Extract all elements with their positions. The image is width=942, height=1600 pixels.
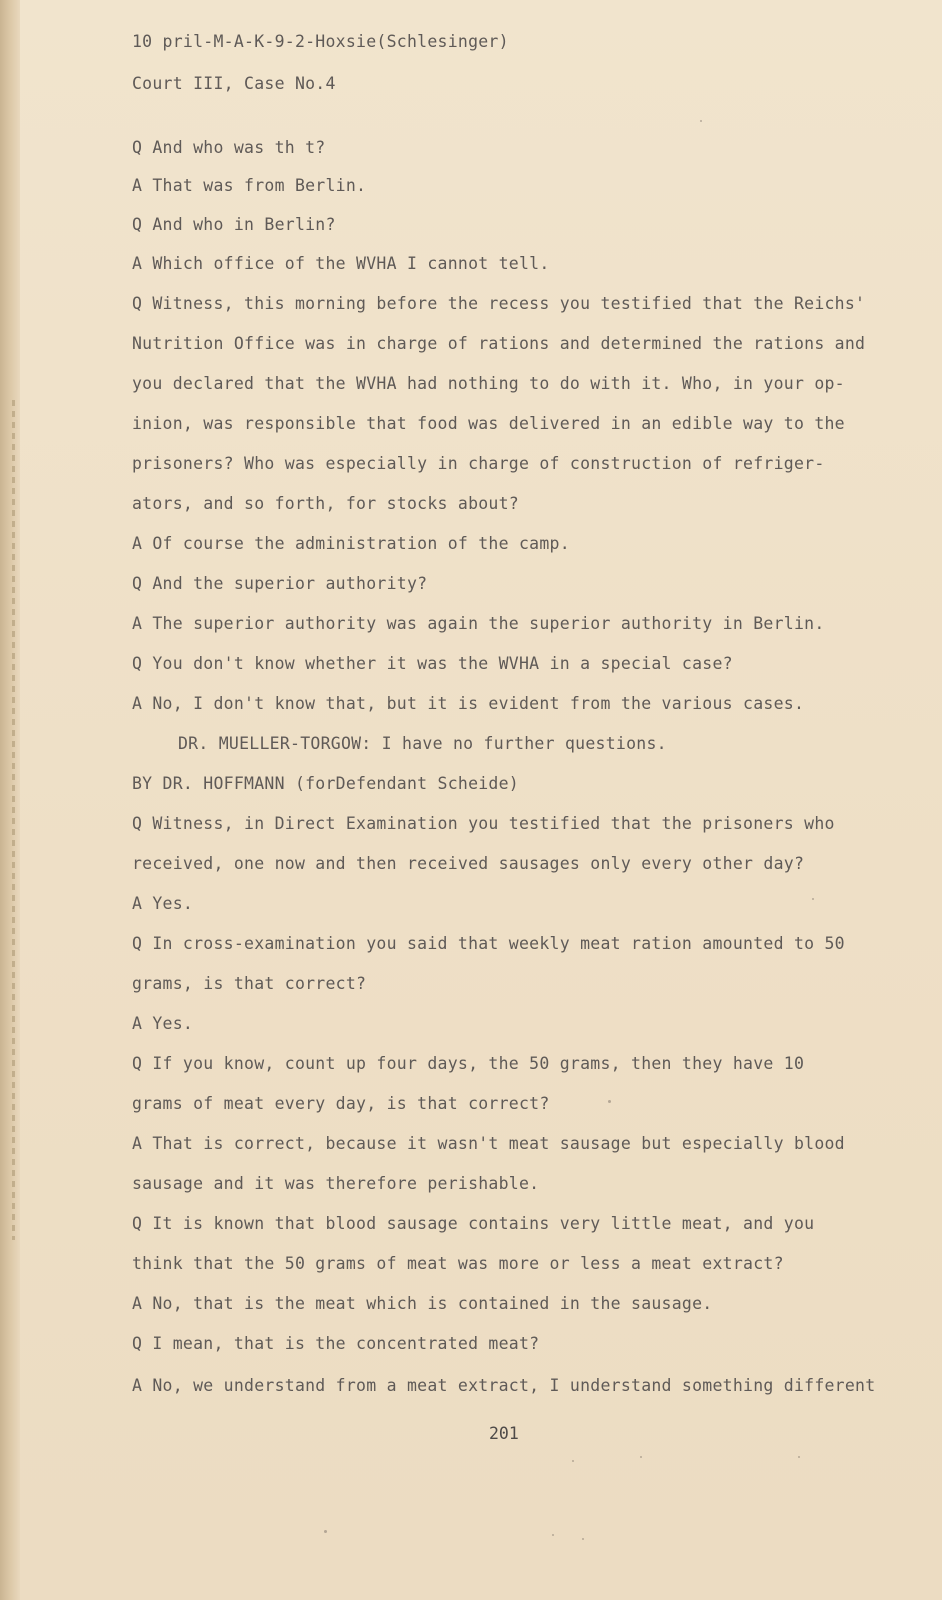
transcript-line: Q You don't know whether it was the WVHA in a special case? [132, 654, 733, 673]
transcript-line: received, one now and then received sausages only every other day? [132, 854, 805, 873]
transcript-line: Q Witness, this morning before the recess you testified that the Reichs' [132, 294, 866, 313]
transcript-line: Nutrition Office was in charge of rations and determined the rations and [132, 334, 866, 353]
transcript-line: ators, and so forth, for stocks about? [132, 494, 519, 513]
page-left-edge [0, 0, 20, 1600]
paper-speck [798, 1456, 800, 1458]
transcript-line: Q Witness, in Direct Examination you testified that the prisoners who [132, 814, 835, 833]
transcript-line: grams of meat every day, is that correct? [132, 1094, 550, 1113]
torn-edge-marks [12, 400, 15, 1240]
transcript-line: you declared that the WVHA had nothing to do with it. Who, in your op- [132, 374, 845, 393]
transcript-line: inion, was responsible that food was delivered in an edible way to the [132, 414, 845, 433]
transcript-line: A Yes. [132, 894, 194, 913]
transcript-line: BY DR. HOFFMANN (forDefendant Scheide) [132, 774, 519, 793]
transcript-line: prisoners? Who was especially in charge of construction of refriger- [132, 454, 825, 473]
transcript-line: Q In cross-examination you said that weekly meat ration amounted to 50 [132, 934, 845, 953]
transcript-line: Q And who in Berlin? [132, 215, 336, 234]
paper-speck [700, 120, 702, 122]
paper-speck [552, 1534, 554, 1536]
transcript-line: A That was from Berlin. [132, 176, 367, 195]
paper-speck [572, 1460, 574, 1462]
transcript-line: A The superior authority was again the superior authority in Berlin. [132, 614, 825, 633]
transcript-line: A That is correct, because it wasn't meat sausage but especially blood [132, 1134, 845, 1153]
transcript-line: A No, we understand from a meat extract, I understand something different [132, 1376, 876, 1395]
header-line-2: Court III, Case No.4 [132, 74, 336, 93]
transcript-line: think that the 50 grams of meat was more or less a meat extract? [132, 1254, 784, 1273]
transcript-line: Q I mean, that is the concentrated meat? [132, 1334, 540, 1353]
transcript-line: Q And the superior authority? [132, 574, 428, 593]
page-number: 201 [489, 1424, 519, 1443]
transcript-line: Q If you know, count up four days, the 50 grams, then they have 10 [132, 1054, 805, 1073]
transcript-line: Q And who was th t? [132, 138, 326, 157]
transcript-line: A No, that is the meat which is contained in the sausage. [132, 1294, 713, 1313]
transcript-line: Q It is known that blood sausage contains very little meat, and you [132, 1214, 815, 1233]
paper-speck [812, 898, 814, 900]
transcript-line: A Which office of the WVHA I cannot tell. [132, 254, 550, 273]
paper-speck [608, 1100, 611, 1103]
transcript-line: A No, I don't know that, but it is evident from the various cases. [132, 694, 805, 713]
transcript-line: sausage and it was therefore perishable. [132, 1174, 540, 1193]
transcript-line: DR. MUELLER-TORGOW: I have no further questions. [178, 734, 667, 753]
paper-speck [640, 1456, 642, 1458]
paper-speck [324, 1530, 327, 1533]
transcript-line: A Of course the administration of the camp. [132, 534, 570, 553]
transcript-line: A Yes. [132, 1014, 194, 1033]
transcript-line: grams, is that correct? [132, 974, 367, 993]
header-line-1: 10 pril-M-A-K-9-2-Hoxsie(Schlesinger) [132, 32, 509, 51]
paper-speck [582, 1538, 584, 1540]
